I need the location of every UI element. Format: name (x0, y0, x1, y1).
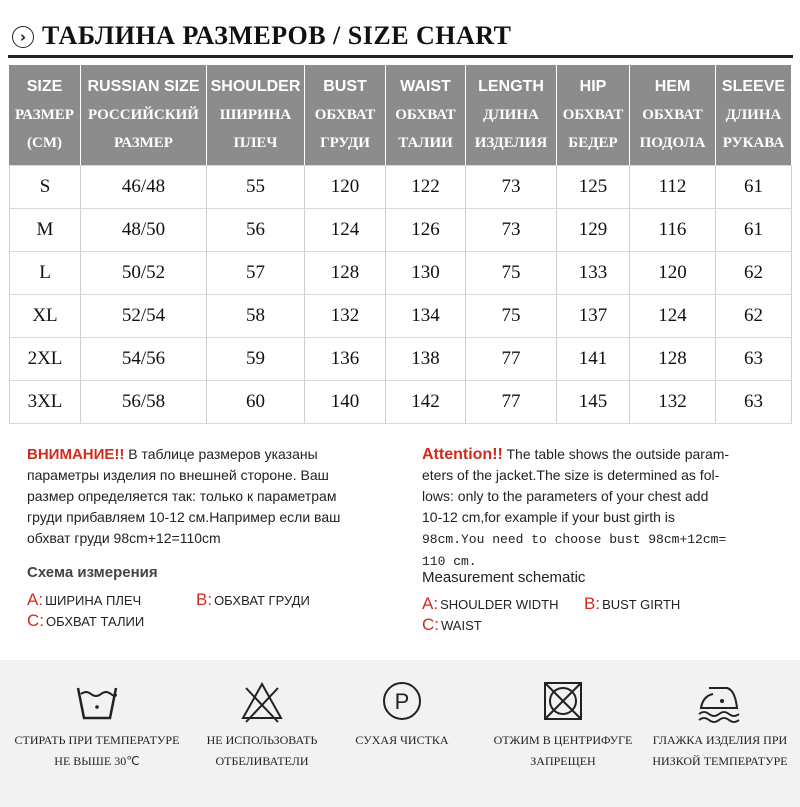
table-cell: 120 (630, 252, 716, 295)
table-cell: 73 (466, 165, 557, 209)
svg-text:P: P (394, 689, 410, 714)
table-cell: 120 (305, 165, 386, 209)
notice-text: обхват груди 98cm+12=110cm (27, 530, 221, 546)
measure-item-b-ru: B: ОБХВАТ ГРУДИ (196, 590, 310, 609)
table-cell: 126 (386, 209, 466, 252)
notice-text: 110 cm. (422, 554, 477, 569)
column-header-russian-size: RUSSIAN SIZE РОССИЙСКИЙ РАЗМЕР (81, 65, 207, 165)
table-cell: 132 (630, 381, 716, 424)
dry-clean-icon (377, 678, 427, 724)
table-row (9, 209, 792, 252)
care-item-iron (630, 660, 800, 807)
notice-text: груди прибавляем 10-12 см.Например если ваш (27, 509, 341, 525)
table-cell: 61 (716, 165, 792, 209)
table-row (9, 295, 792, 338)
column-header-shoulder: SHOULDER ШИРИНА ПЛЕЧ (207, 65, 305, 165)
table-cell: 137 (557, 295, 630, 338)
table-cell: 73 (466, 209, 557, 252)
table-cell: M (9, 209, 81, 252)
care-label: СТИРАТЬ ПРИ ТЕМПЕРАТУРЕ (14, 733, 180, 747)
table-cell: 56 (207, 209, 305, 252)
table-cell: L (9, 252, 81, 295)
table-cell: 62 (716, 295, 792, 338)
notice-label: ВНИМАНИЕ!! (27, 446, 125, 463)
table-header-row (9, 65, 792, 165)
table-row (9, 381, 792, 424)
notice-russian (27, 444, 397, 549)
page-header (0, 16, 800, 60)
care-label: НЕ ИСПОЛЬЗОВАТЬ (206, 733, 318, 747)
notice-text: lows: only to the parameters of your chest add (422, 488, 709, 504)
page-title: ТАБЛИНА РАЗМЕРОВ / SIZE CHART (42, 21, 512, 50)
table-cell: 145 (557, 381, 630, 424)
table-cell: 54/56 (81, 338, 207, 381)
table-cell: XL (9, 295, 81, 338)
table-cell: 56/58 (81, 381, 207, 424)
care-label: ЗАПРЕЩЕН (530, 754, 596, 768)
care-label: НЕ ВЫШЕ 30℃ (54, 754, 140, 768)
table-cell: 77 (466, 338, 557, 381)
notice-label: Attention!! (422, 446, 503, 463)
table-cell: 132 (305, 295, 386, 338)
table-cell: 46/48 (81, 165, 207, 209)
table-cell: 52/54 (81, 295, 207, 338)
wash-30-icon (72, 678, 122, 724)
notice-text: размер определяется так: только к параметрам (27, 488, 337, 504)
table-cell: 133 (557, 252, 630, 295)
iron-low-icon (695, 678, 745, 724)
column-header-length: LENGTH ДЛИНА ИЗДЕЛИЯ (466, 65, 557, 165)
table-cell: 50/52 (81, 252, 207, 295)
notice-text: 98cm.You need to choose bust 98cm+12cm= (422, 532, 727, 547)
care-label: ОТБЕЛИВАТЕЛИ (215, 754, 309, 768)
table-cell: 59 (207, 338, 305, 381)
care-label: ОТЖИМ В ЦЕНТРИФУГЕ (493, 733, 633, 747)
column-header-hip: HIP ОБХВАТ БЕДЕР (557, 65, 630, 165)
care-item-wash (7, 660, 187, 807)
care-label: СУХАЯ ЧИСТКА (355, 733, 449, 747)
table-cell: 125 (557, 165, 630, 209)
column-header-hem: HEM ОБХВАТ ПОДОЛА (630, 65, 716, 165)
table-cell: 112 (630, 165, 716, 209)
measure-item-c-ru: C: ОБХВАТ ТАЛИИ (27, 611, 145, 630)
table-cell: 60 (207, 381, 305, 424)
notice-text: 10-12 cm,for example if your bust girth is (422, 509, 675, 525)
table-cell: 142 (386, 381, 466, 424)
column-header-waist: WAIST ОБХВАТ ТАЛИИ (386, 65, 466, 165)
column-header-sleeve: SLEEVE ДЛИНА РУКАВА (716, 65, 792, 165)
table-cell: 75 (466, 252, 557, 295)
notice-text: The table shows the outside param- (502, 446, 730, 462)
table-cell: 57 (207, 252, 305, 295)
size-chart-table (9, 65, 792, 424)
table-cell: 138 (386, 338, 466, 381)
care-instructions (0, 660, 800, 807)
schema-title-ru: Схема измерения (27, 564, 158, 581)
table-cell: 55 (207, 165, 305, 209)
table-cell: 48/50 (81, 209, 207, 252)
table-cell: 124 (305, 209, 386, 252)
table-cell: 75 (466, 295, 557, 338)
table-cell: 128 (630, 338, 716, 381)
table-cell: 128 (305, 252, 386, 295)
table-cell: 124 (630, 295, 716, 338)
measure-item-a-en: A: SHOULDER WIDTH (422, 594, 559, 613)
table-cell: 77 (466, 381, 557, 424)
no-bleach-icon (237, 678, 287, 724)
measure-item-a-ru: A: ШИРИНА ПЛЕЧ (27, 590, 142, 609)
column-header-size: SIZE РАЗМЕР (CM) (9, 65, 81, 165)
table-cell: 63 (716, 381, 792, 424)
column-header-bust: BUST ОБХВАТ ГРУДИ (305, 65, 386, 165)
table-cell: 136 (305, 338, 386, 381)
table-cell: 63 (716, 338, 792, 381)
table-cell: 122 (386, 165, 466, 209)
table-cell: 129 (557, 209, 630, 252)
notice-english (422, 444, 787, 572)
notice-text: eters of the jacket.The size is determined as fol- (422, 467, 720, 483)
table-cell: 116 (630, 209, 716, 252)
table-row (9, 165, 792, 209)
care-label: ГЛАЖКА ИЗДЕЛИЯ ПРИ (652, 733, 788, 747)
table-cell: 130 (386, 252, 466, 295)
table-cell: S (9, 165, 81, 209)
table-cell: 134 (386, 295, 466, 338)
table-cell: 61 (716, 209, 792, 252)
table-row (9, 338, 792, 381)
notice-text: В таблице размеров указаны (124, 446, 318, 462)
table-cell: 2XL (9, 338, 81, 381)
table-cell: 62 (716, 252, 792, 295)
no-tumble-dry-icon (538, 678, 588, 724)
header-divider (8, 55, 793, 58)
chevron-right-icon: › (12, 26, 34, 48)
table-cell: 140 (305, 381, 386, 424)
table-cell: 58 (207, 295, 305, 338)
care-label: НИЗКОЙ ТЕМПЕРАТУРЕ (652, 754, 788, 768)
measure-item-c-en: C: WAIST (422, 615, 482, 634)
table-row (9, 252, 792, 295)
notice-text: параметры изделия по внешней стороне. Ваш (27, 467, 329, 483)
table-cell: 3XL (9, 381, 81, 424)
schema-title-en: Measurement schematic (422, 569, 586, 586)
care-item-tumble (473, 660, 653, 807)
measure-item-b-en: B: BUST GIRTH (584, 594, 681, 613)
table-cell: 141 (557, 338, 630, 381)
care-item-dry-clean (312, 660, 492, 807)
